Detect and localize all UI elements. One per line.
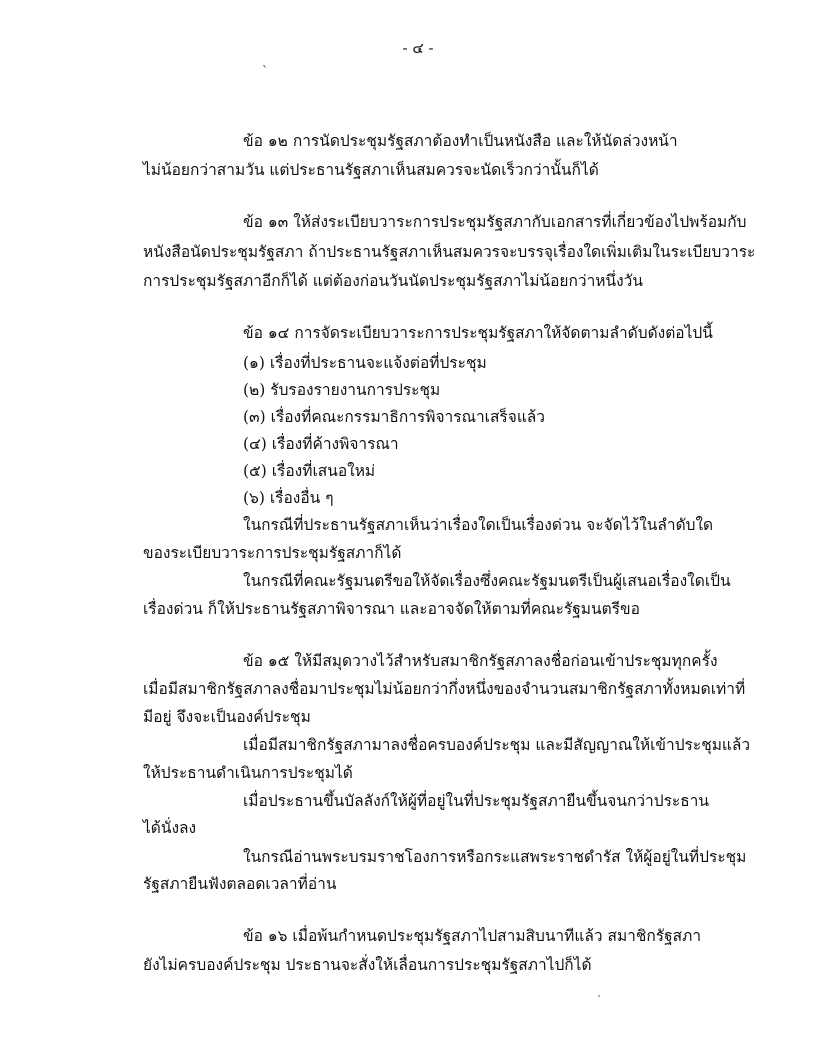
list-item: (๔) เรื่องที่ค้างพิจารณา [243,435,399,453]
text-line: ไม่น้อยกว่าสามวัน แต่ประธานรัฐสภาเห็นสมควรจะนัดเร็วกว่านั้นก็ได้ [143,161,599,179]
text-line: เมื่อประธานขึ้นบัลลังก์ให้ผู้ที่อยู่ในที่ประชุมรัฐสภายืนขึ้นจนกว่าประธาน [243,792,709,810]
text-line: ในกรณีอ่านพระบรมราชโองการหรือกระแสพระราชดำรัส ให้ผู้อยู่ในที่ประชุม [243,848,747,866]
text-line: ข้อ ๑๔ การจัดระเบียบวาระการประชุมรัฐสภาให้จัดตามลำดับดังต่อไปนี้ [243,324,713,342]
list-item: (๒) รับรองรายงานการประชุม [243,381,441,399]
scan-speck [598,995,600,997]
text-line: การประชุมรัฐสภาอีกก็ได้ แต่ต้องก่อนวันนัดประชุมรัฐสภาไม่น้อยกว่าหนึ่งวัน [143,272,643,290]
text-line: ข้อ ๑๖ เมื่อพ้นกำหนดประชุมรัฐสภาไปสามสิบนาทีแล้ว สมาชิกรัฐสภา [243,927,702,945]
text-line: ให้ประธานดำเนินการประชุมได้ [143,764,353,782]
text-line: เมื่อมีสมาชิกรัฐสภาลงชื่อมาประชุมไม่น้อยกว่ากึ่งหนึ่งของจำนวนสมาชิกรัฐสภาทั้งหมดเท่าที่ [143,680,746,698]
text-line: เมื่อมีสมาชิกรัฐสภามาลงชื่อครบองค์ประชุม และมีสัญญาณให้เข้าประชุมแล้ว [243,736,751,754]
text-line: ข้อ ๑๕ ให้มีสมุดวางไว้สำหรับสมาชิกรัฐสภาลงชื่อก่อนเข้าประชุมทุกครั้ง [243,652,718,670]
text-line: หนังสือนัดประชุมรัฐสภา ถ้าประธานรัฐสภาเห็นสมควรจะบรรจุเรื่องใดเพิ่มเติมในระเบียบวาระ [143,243,756,261]
text-line: ยังไม่ครบองค์ประชุม ประธานจะสั่งให้เลื่อนการประชุมรัฐสภาไปก็ได้ [143,956,592,974]
text-line: ข้อ ๑๓ ให้ส่งระเบียบวาระการประชุมรัฐสภากับเอกสารที่เกี่ยวข้องไปพร้อมกับ [243,213,747,231]
text-line: ของระเบียบวาระการประชุมรัฐสภาก็ได้ [143,544,402,562]
text-line: ได้นั่งลง [143,819,197,837]
text-line: มีอยู่ จึงจะเป็นองค์ประชุม [143,708,311,726]
text-line: ในกรณีที่ประธานรัฐสภาเห็นว่าเรื่องใดเป็นเรื่องด่วน จะจัดไว้ในลำดับใด [243,516,714,534]
page-number: - ๔ - [402,39,434,57]
text-line: ในกรณีที่คณะรัฐมนตรีขอให้จัดเรื่องซึ่งคณะรัฐมนตรีเป็นผู้เสนอเรื่องใดเป็น [243,572,731,590]
list-item: (๕) เรื่องที่เสนอใหม่ [243,462,376,480]
text-line: เรื่องด่วน ก็ให้ประธานรัฐสภาพิจารณา และอาจจัดให้ตามที่คณะรัฐมนตรีขอ [143,600,640,618]
list-item: (๑) เรื่องที่ประธานจะแจ้งต่อที่ประชุม [243,354,487,372]
text-line: ข้อ ๑๒ การนัดประชุมรัฐสภาต้องทำเป็นหนังสือ และให้นัดล่วงหน้า [243,132,678,150]
text-line: รัฐสภายืนฟังตลอดเวลาที่อ่าน [143,875,337,893]
stray-mark: ` [262,64,268,78]
list-item: (๓) เรื่องที่คณะกรรมาธิการพิจารณาเสร็จแล้ว [243,408,546,426]
list-item: (๖) เรื่องอื่น ๆ [243,489,334,507]
